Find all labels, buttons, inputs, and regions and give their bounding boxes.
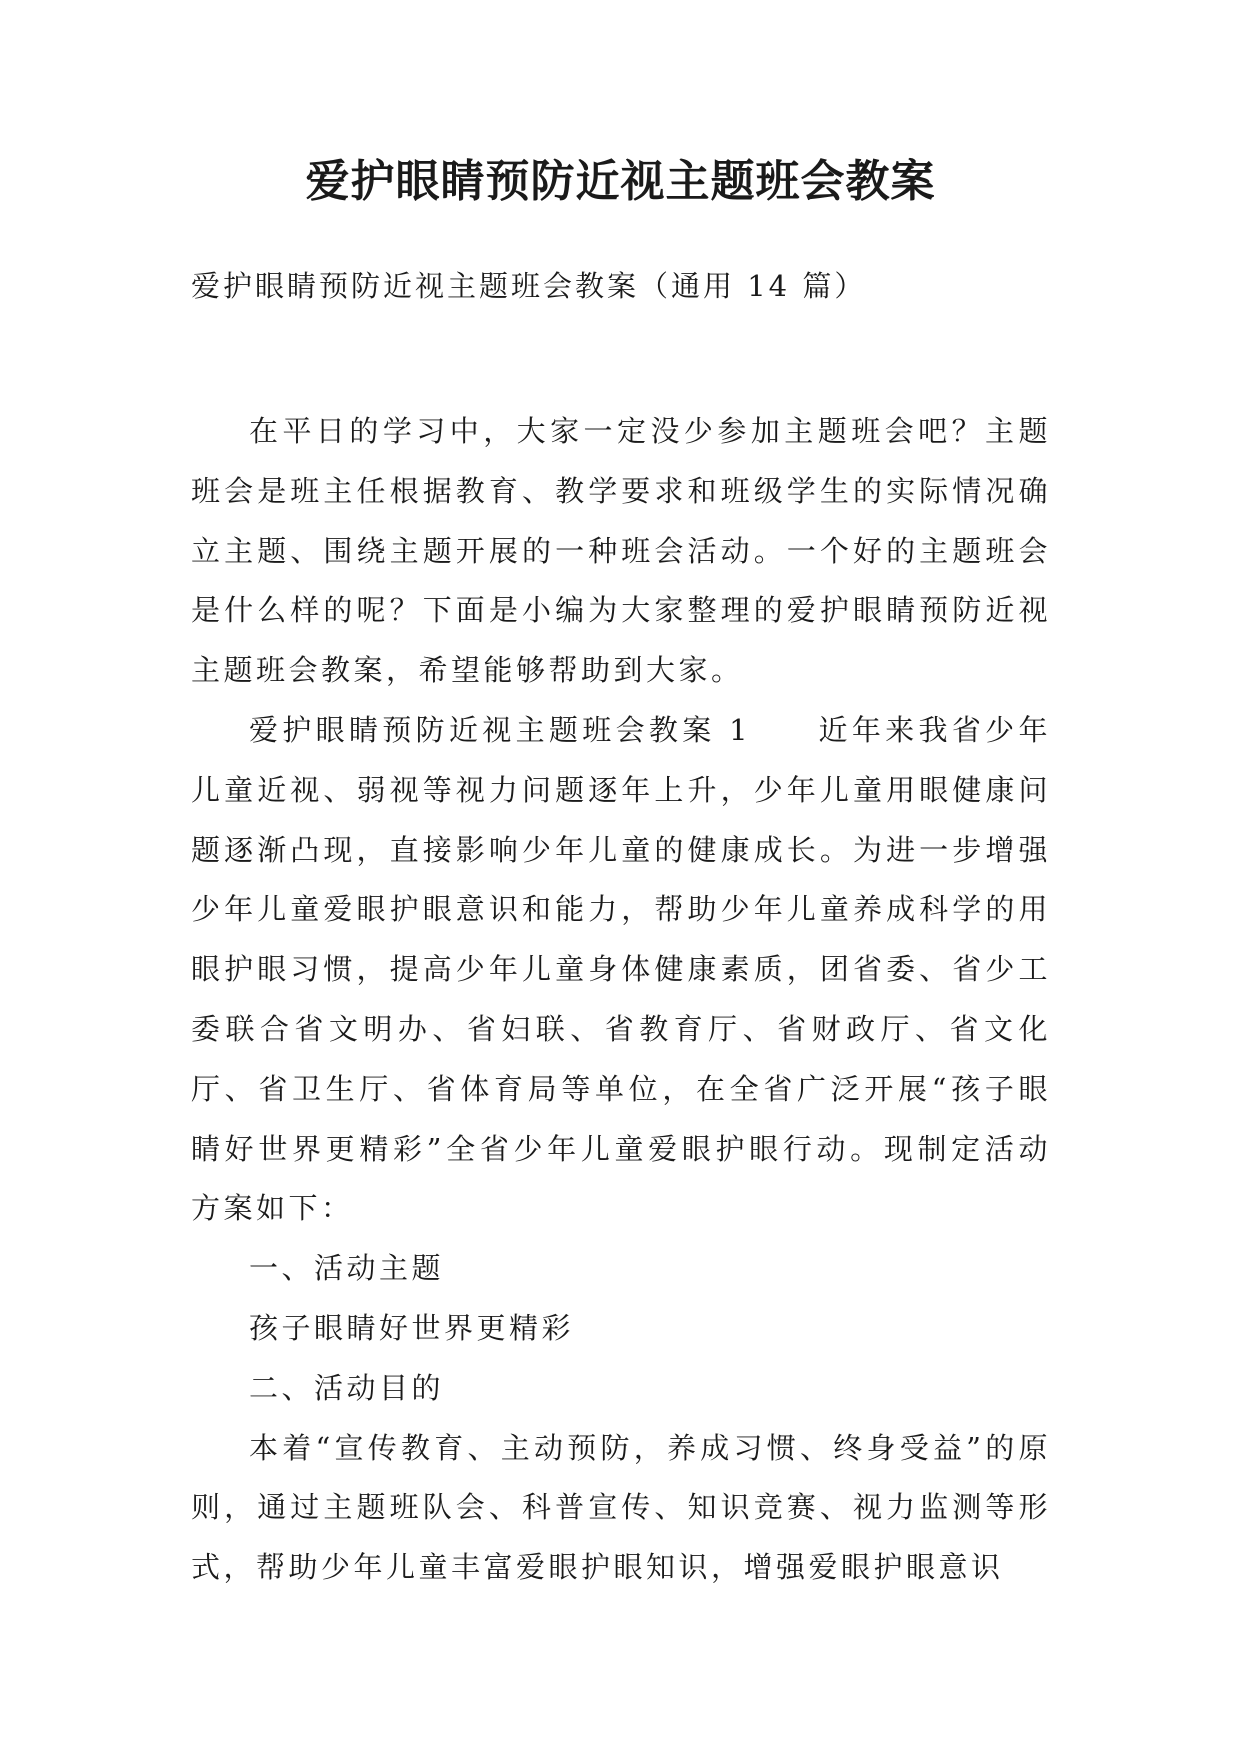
lesson-1-paragraph: 爱护眼睛预防近视主题班会教案 1 近年来我省少年儿童近视、弱视等视力问题逐年上升，少年儿童用眼健康问题逐渐凸现，直接影响少年儿童的健康成长。为进一步增强少年儿童爱眼护眼意识和能力，帮助少年儿童养成科学的用眼护眼习惯，提高少年儿童身体健康素质，团省委、省少工委联合省文明办、省妇联、省教育厅、省财政厅、省文化厅、省卫生厅、省体育局等单位，在全省广泛开展“孩子眼睛好世界更精彩”全省少年儿童爱眼护眼行动。现制定活动方案如下： [191, 712, 1051, 1226]
theme-text: 孩子眼睛好世界更精彩 [249, 1310, 575, 1345]
section-heading-purpose: 二、活动目的 [249, 1370, 445, 1405]
purpose-paragraph: 本着“宣传教育、主动预防，养成习惯、终身受益”的原则，通过主题班队会、科普宣传、知识竞赛、视力监测等形式，帮助少年儿童丰富爱眼护眼知识，增强爱眼护眼意识 [191, 1430, 1051, 1585]
document-body [191, 402, 1051, 1598]
document-subtitle: 爱护眼睛预防近视主题班会教案（通用 14 篇） [191, 269, 867, 303]
section-heading-theme: 一、活动主题 [249, 1251, 445, 1286]
document-title: 爱护眼睛预防近视主题班会教案 [305, 156, 936, 207]
intro-paragraph: 在平日的学习中，大家一定没少参加主题班会吧？主题班会是班主任根据教育、教学要求和班级学生的实际情况确立主题、围绕主题开展的一种班会活动。一个好的主题班会是什么样的呢？下面是小编为大家整理的爱护眼睛预防近视主题班会教案，希望能够帮助到大家。 [191, 414, 1051, 688]
